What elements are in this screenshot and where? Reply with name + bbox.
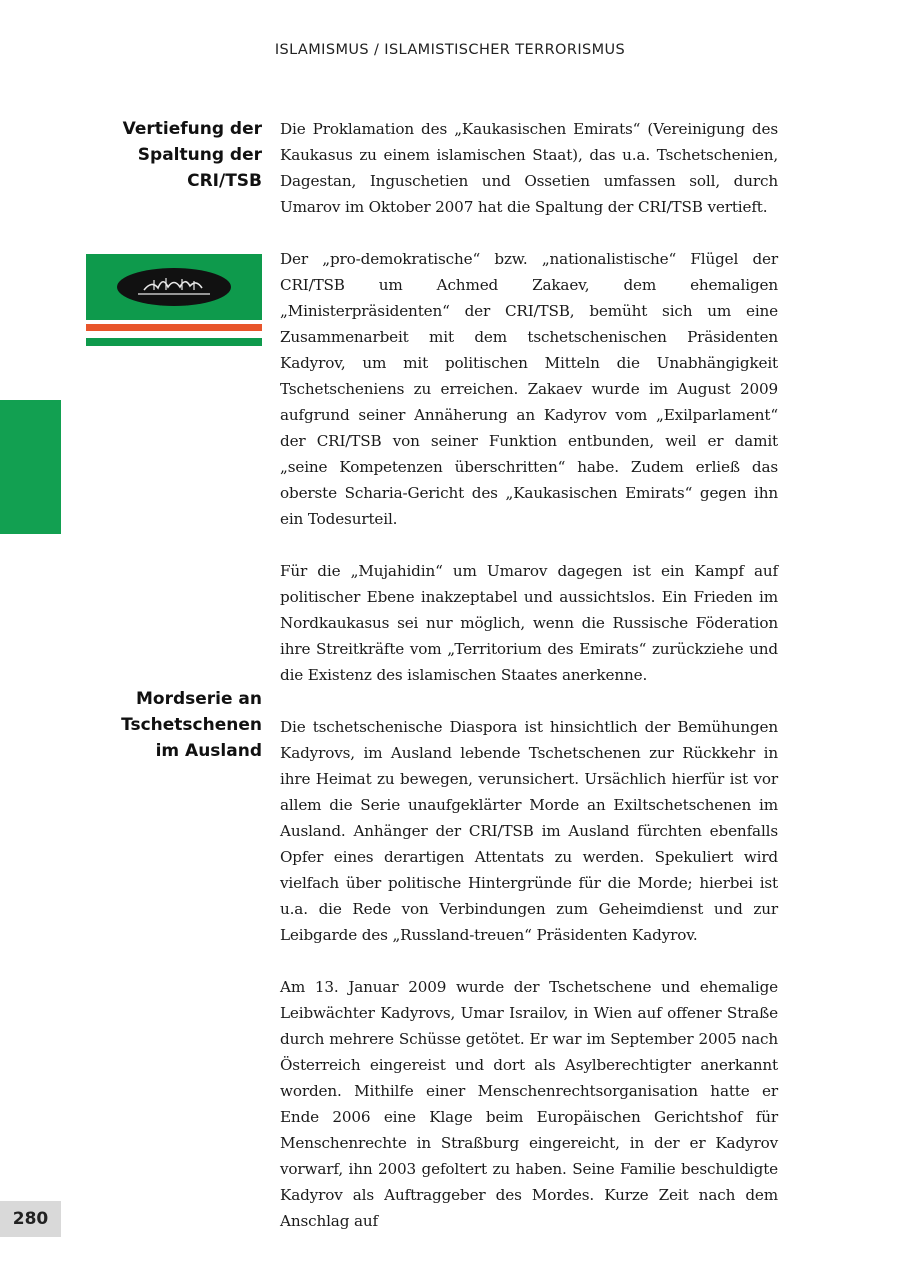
paragraph: Der „pro-demokratische“ bzw. „nationalistische“ Flügel der CRI/TSB um Achmed Zakaev, dem ehemaligen „Ministerpräsidenten“ der CRI/TSB, bemüht sich um eine Zusammenarbeit mit dem tschetschenischen Präsidenten Kadyrov, um mit politischen Mitteln die Unabhängigkeit Tschetscheniens zu erreichen. Zakaev wurde im August 2009 aufgrund seiner Annäherung an Kadyrov vom „Exilparlament“ der CRI/TSB von seiner Funktion entbunden, weil er damit „seine Kompetenzen überschritten“ habe. Zudem erließ das oberste Scharia-Gericht des „Kaukasischen Emirats“ gegen ihn ein Todesurteil. [280,250,778,528]
body-text-column [280,116,778,1260]
caucasus-emirate-flag-image [86,254,262,354]
side-heading-mordserie [90,686,262,764]
side-heading-spaltung [90,116,262,194]
side-heading-line: im Ausland [155,741,262,761]
side-heading-line: Vertiefung der [122,119,262,139]
paragraph: Für die „Mujahidin“ um Umarov dagegen ist ein Kampf auf politischer Ebene inakzeptabel und aussichtslos. Ein Frieden im Nordkaukasus sei nur möglich, wenn die Russische Föderation ihre Streitkräfte vom „Territorium des Emirats“ zurückziehe und die Existenz des islamischen Staates anerkenne. [280,562,778,684]
paragraph: Am 13. Januar 2009 wurde der Tschetschene und ehemalige Leibwächter Kadyrovs, Umar Israilov, in Wien auf offener Straße durch mehrere Schüsse getötet. Er war im September 2005 nach Österreich eingereist und dort als Asylberechtigter anerkannt worden. Mithilfe einer Menschenrechtsorganisation hatte er Ende 2006 eine Klage beim Europäischen Gerichtshof für Menschenrechte in Straßburg eingereicht, in der er Kadyrov vorwarf, ihn 2003 gefoltert zu haben. Seine Familie beschuldigte Kadyrov als Auftraggeber des Mordes. Kurze Zeit nach dem Anschlag auf [280,978,778,1230]
side-heading-line: CRI/TSB [187,171,262,191]
side-heading-line: Mordserie an [135,689,262,709]
side-heading-line: Tschetschenen [121,715,262,735]
side-heading-line: Spaltung der [137,145,262,165]
paragraph: Die tschetschenische Diaspora ist hinsichtlich der Bemühungen Kadyrovs, im Ausland lebende Tschetschenen zur Rückkehr in ihre Heimat zu bewegen, verunsichert. Ursächlich hierfür ist vor allem die Serie unaufgeklärter Morde an Exiltschetschenen im Ausland. Anhänger der CRI/TSB im Ausland fürchten ebenfalls Opfer eines derartigen Attentats zu werden. Spekuliert wird vielfach über politische Hintergründe für die Morde; hierbei ist u.a. die Rede von Verbindungen zum Geheimdienst und zur Leibgarde des „Russland-treuen“ Präsidenten Kadyrov. [280,718,778,944]
running-header: ISLAMISMUS / ISLAMISTISCHER TERRORISMUS [274,42,626,58]
page-number: 280 [0,1201,61,1237]
section-color-tab [0,400,61,534]
paragraph: Die Proklamation des „Kaukasischen Emirats“ (Vereinigung des Kaukasus zu einem islamischen Staat), das u.a. Tschetschenien, Dagestan, Inguschetien und Ossetien umfassen soll, durch Umarov im Oktober 2007 hat die Spaltung der CRI/TSB vertieft. [280,120,778,216]
